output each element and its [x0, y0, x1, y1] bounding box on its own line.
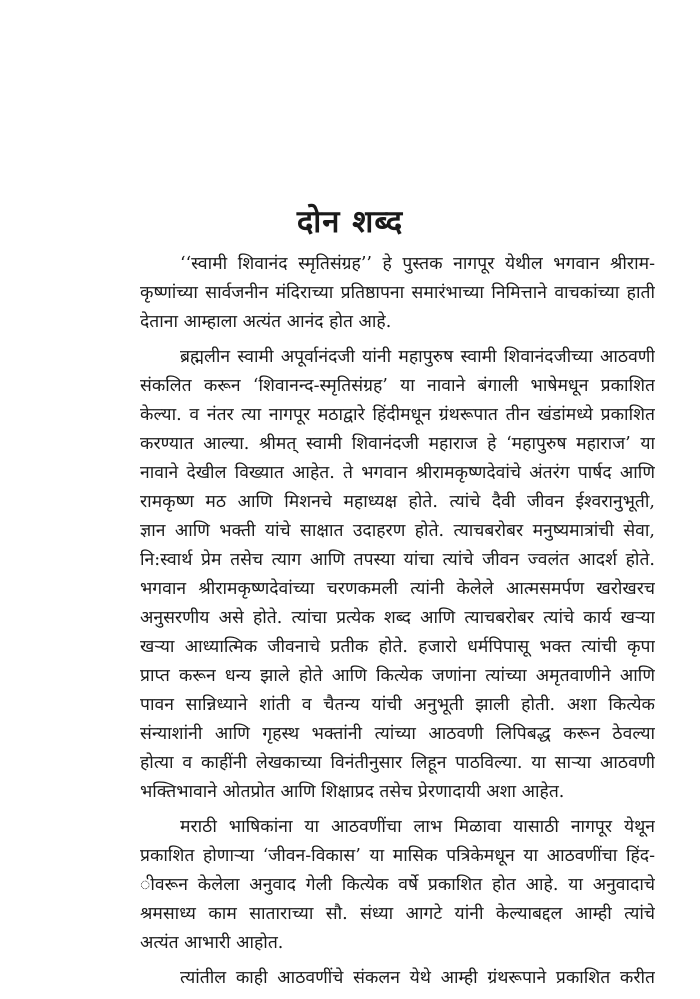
text-line: ीवरून केलेला अनुवाद गेली कित्येक वर्षे प्रकाशित होत आहे. या अनुवादाचे: [140, 875, 655, 895]
text-line: खऱ्या आध्यात्मिक जीवनाचे प्रतीक होते. हजारो धर्मपिपासू भक्त त्यांची कृपा: [140, 637, 655, 657]
text-line: अनुसरणीय असे होते. त्यांचा प्रत्येक शब्द आणि त्याचबरोबर त्यांचे कार्य खऱ्या: [140, 608, 655, 628]
text-line: नि:स्वार्थ प्रेम तसेच त्याग आणि तपस्या यांचा त्यांचे जीवन ज्वलंत आदर्श होते.: [140, 550, 655, 570]
text-line: रामकृष्ण मठ आणि मिशनचे महाध्यक्ष होते. त्यांचे दैवी जीवन ईश्वरानुभूती,: [140, 492, 655, 512]
text-line: प्राप्त करून धन्य झाले होते आणि कित्येक जणांना त्यांच्या अमृतवाणीने आणि: [140, 666, 655, 686]
text-line: श्रमसाध्य काम साताराच्या सौ. संध्या आगटे यांनी केल्याबद्दल आम्ही त्यांचे: [140, 904, 655, 924]
text-line: मराठी भाषिकांना या आठवणींचा लाभ मिळावा यासाठी नागपूर येथून: [180, 817, 655, 837]
page-title: दोन शब्द: [296, 204, 404, 240]
text-line: प्रकाशित होणाऱ्या ‘जीवन-विकास’ या मासिक पत्रिकेमधून या आठवणींचा हिंद-: [140, 846, 655, 866]
text-line: ‘‘स्वामी शिवानंद स्मृतिसंग्रह’’ हे पुस्तक नागपूर येथील भगवान श्रीराम-: [180, 254, 655, 274]
text-line: पावन सान्निध्याने शांती व चैतन्य यांची अनुभूती झाली होती. अशा कित्येक: [140, 695, 655, 715]
text-line: भक्तिभावाने ओतप्रोत आणि शिक्षाप्रद तसेच प्रेरणादायी अशा आहेत.: [140, 782, 565, 802]
text-line: संन्याशांनी आणि गृहस्थ भक्तांनी त्यांच्या आठवणी लिपिबद्ध करून ठेवल्या: [140, 724, 655, 744]
text-line: होत्या व काहींनी लेखकाच्या विनंतीनुसार लिहून पाठविल्या. या साऱ्या आठवणी: [140, 753, 655, 773]
paragraph-4: [140, 964, 655, 993]
text-line: कृष्णांच्या सार्वजनीन मंदिराच्या प्रतिष्ठापना समारंभाच्या निमित्ताने वाचकांच्या हाती: [140, 283, 655, 303]
text-line: केल्या. व नंतर त्या नागपूर मठाद्वारे हिंदीमधून ग्रंथरूपात तीन खंडांमध्ये प्रकाशित: [140, 405, 655, 425]
text-line: करण्यात आल्या. श्रीमत् स्वामी शिवानंदजी महाराज हे ‘महापुरुष महाराज’ या: [140, 434, 655, 454]
text-line: देताना आम्हाला अत्यंत आनंद होत आहे.: [140, 312, 392, 332]
text-line: संकलित करून ‘शिवानन्द-स्मृतिसंग्रह’ या नावाने बंगाली भाषेमधून प्रकाशित: [140, 376, 655, 396]
text-line: त्यांतील काही आठवणींचे संकलन येथे आम्ही ग्रंथरूपाने प्रकाशित करीत: [180, 968, 655, 988]
text-line: ज्ञान आणि भक्ती यांचे साक्षात उदाहरण होते. त्याचबरोबर मनुष्यमात्रांची सेवा,: [140, 521, 655, 541]
text-line: ब्रह्मलीन स्वामी अपूर्वानंदजी यांनी महापुरुष स्वामी शिवानंदजीच्या आठवणी: [180, 347, 655, 367]
document-body: [140, 250, 655, 999]
paragraph-3: [140, 813, 655, 958]
paragraph-2: [140, 343, 655, 807]
text-line: नावाने देखील विख्यात आहेत. ते भगवान श्रीरामकृष्णदेवांचे अंतरंग पार्षद आणि: [140, 463, 655, 483]
text-line: अत्यंत आभारी आहोत.: [140, 933, 284, 953]
paragraph-1: [140, 250, 655, 337]
text-line: भगवान श्रीरामकृष्णदेवांच्या चरणकमली त्यांनी केलेले आत्मसमर्पण खरोखरच: [140, 579, 655, 599]
